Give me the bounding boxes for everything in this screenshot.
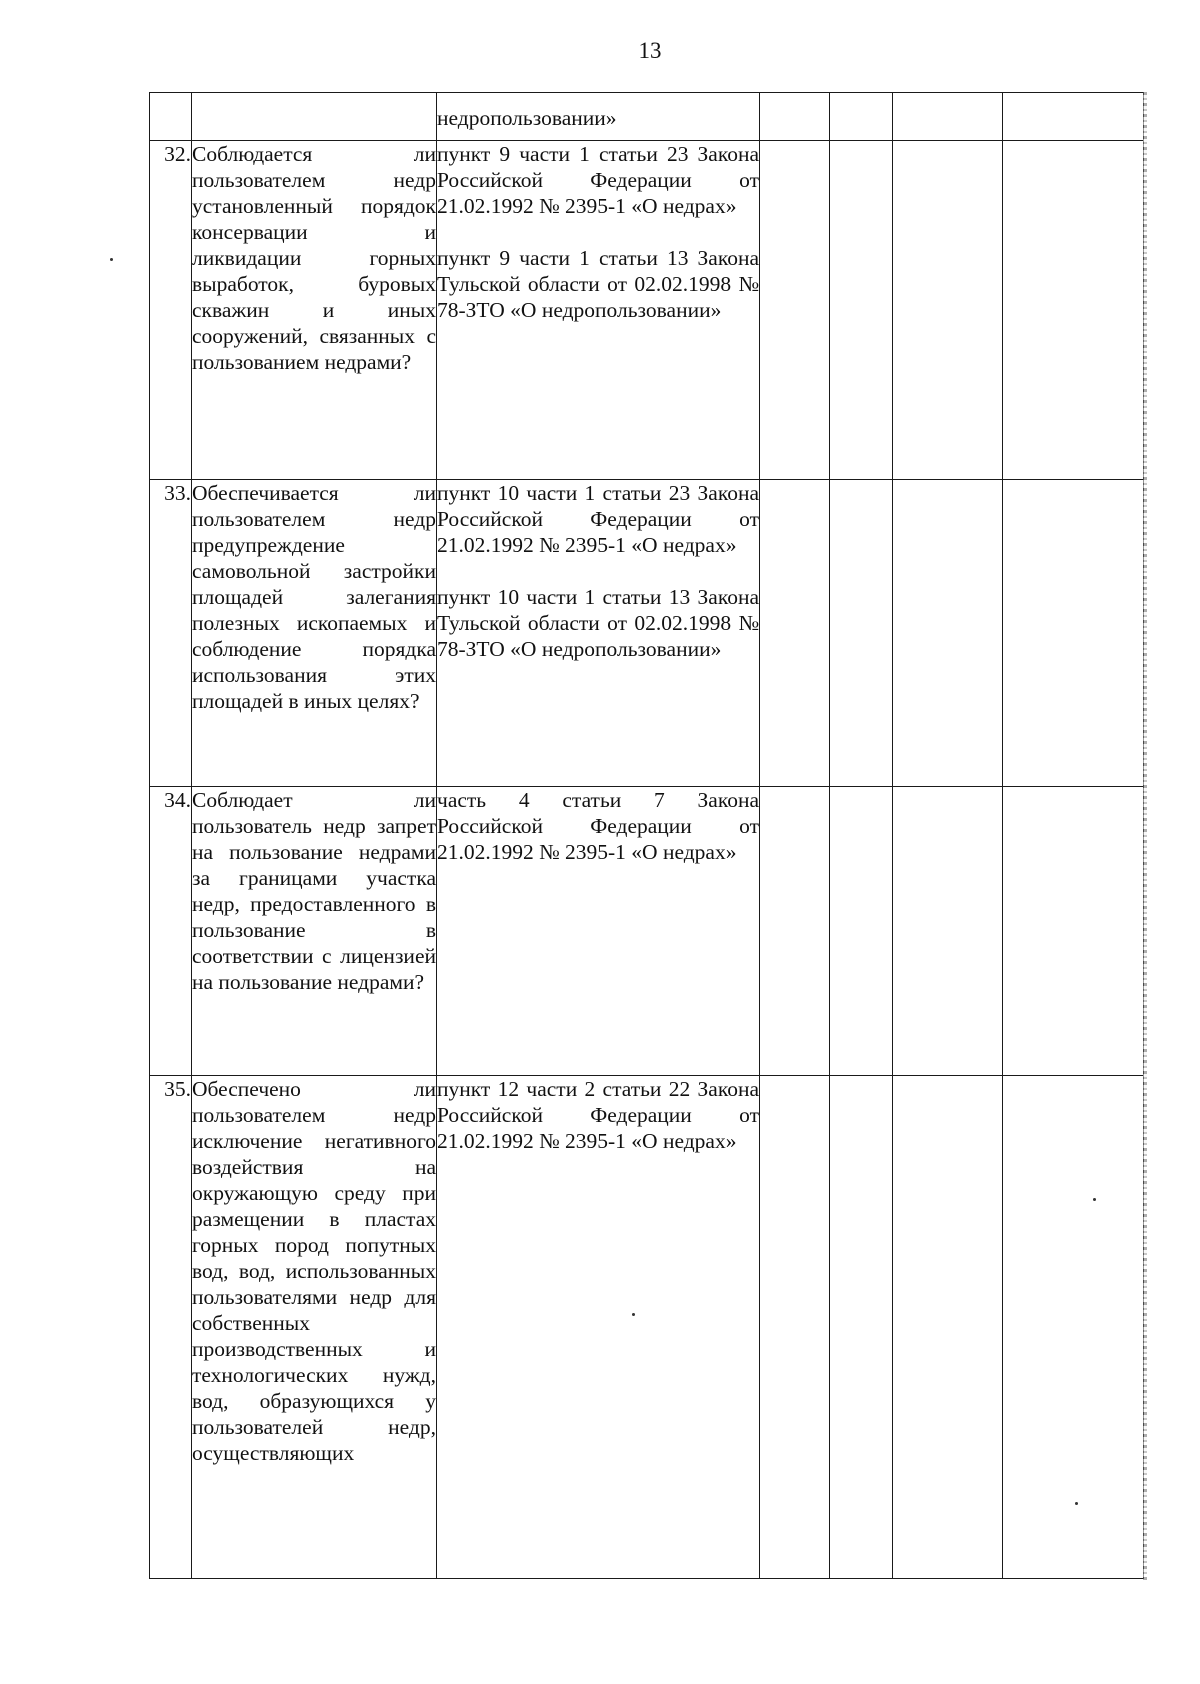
reference-text: пункт 12 части 2 статьи 22 Закона Российской Федерации от 21.02.1992 № 2395-1 «О недрах» (437, 1077, 759, 1153)
answer-cell (830, 93, 893, 141)
row-number: 35. (150, 1076, 192, 1579)
row-number: 32. (150, 141, 192, 480)
question-text: Обеспечивается ли пользователем недр предупреждение самовольной застройки площадей залегания полезных ископаемых и соблюдение порядка использования этих площадей в иных целях? (192, 480, 437, 787)
table-row (150, 1076, 1144, 1579)
reference-text: часть 4 статьи 7 Закона Российской Федерации от 21.02.1992 № 2395-1 «О недрах» (437, 788, 759, 864)
row-number: 33. (150, 480, 192, 787)
answer-cell (760, 787, 830, 1076)
reference-cell (437, 1076, 760, 1579)
reference-text: пункт 10 части 1 статьи 13 Закона Тульской области от 02.02.1998 № 78-ЗТО «О недропользовании» (437, 585, 759, 661)
answer-cell (830, 141, 893, 480)
checklist-table (149, 92, 1144, 1579)
answer-cell (830, 1076, 893, 1579)
note-cell (1003, 1076, 1144, 1579)
reference-text: пункт 9 части 1 статьи 23 Закона Российской Федерации от 21.02.1992 № 2395-1 «О недрах» (437, 142, 759, 218)
reference-text: недропользовании» (437, 106, 617, 130)
note-cell (1003, 787, 1144, 1076)
answer-cell (893, 787, 1003, 1076)
reference-text: пункт 10 части 1 статьи 23 Закона Российской Федерации от 21.02.1992 № 2395-1 «О недрах» (437, 481, 759, 557)
answer-cell (760, 141, 830, 480)
answer-cell (830, 480, 893, 787)
scan-edge-artifact (1143, 92, 1147, 1580)
question-text: Соблюдает ли пользователь недр запрет на пользование недрами за границами участка недр, предоставленного в пользование в соответствии с лицензией на пользование недрами? (192, 787, 437, 1076)
question-text: Соблюдается ли пользователем недр установленный порядок консервации и ликвидации горных выработок, буровых скважин и иных сооружений, связанных с пользованием недрами? (192, 141, 437, 480)
scan-speck (110, 258, 113, 261)
number-cell (150, 93, 192, 141)
page-number: 13 (638, 38, 662, 63)
answer-cell (760, 93, 830, 141)
answer-cell (893, 93, 1003, 141)
table-row (150, 141, 1144, 480)
reference-text: пункт 9 части 1 статьи 13 Закона Тульской области от 02.02.1998 № 78-ЗТО «О недропользовании» (437, 246, 759, 322)
scan-speck (1093, 1198, 1096, 1201)
answer-cell (893, 141, 1003, 480)
scan-speck (1075, 1502, 1078, 1505)
answer-cell (760, 480, 830, 787)
answer-cell (830, 787, 893, 1076)
table-row-continuation (150, 93, 1144, 141)
reference-cell (437, 480, 760, 787)
table-row (150, 480, 1144, 787)
scan-speck (632, 1313, 635, 1316)
row-number: 34. (150, 787, 192, 1076)
note-cell (1003, 141, 1144, 480)
question-cell (192, 93, 437, 141)
reference-cell (437, 787, 760, 1076)
answer-cell (893, 480, 1003, 787)
table-row (150, 787, 1144, 1076)
note-cell (1003, 480, 1144, 787)
reference-cell (437, 141, 760, 480)
reference-cell (437, 93, 760, 141)
note-cell (1003, 93, 1144, 141)
answer-cell (760, 1076, 830, 1579)
answer-cell (893, 1076, 1003, 1579)
question-text: Обеспечено ли пользователем недр исключение негативного воздействия на окружающую среду при размещении в пластах горных пород попутных вод, вод, использованных пользователями недр для собственных производственных и технологических нужд, вод, образующихся у пользователей недр, осуществляющих (192, 1076, 437, 1579)
